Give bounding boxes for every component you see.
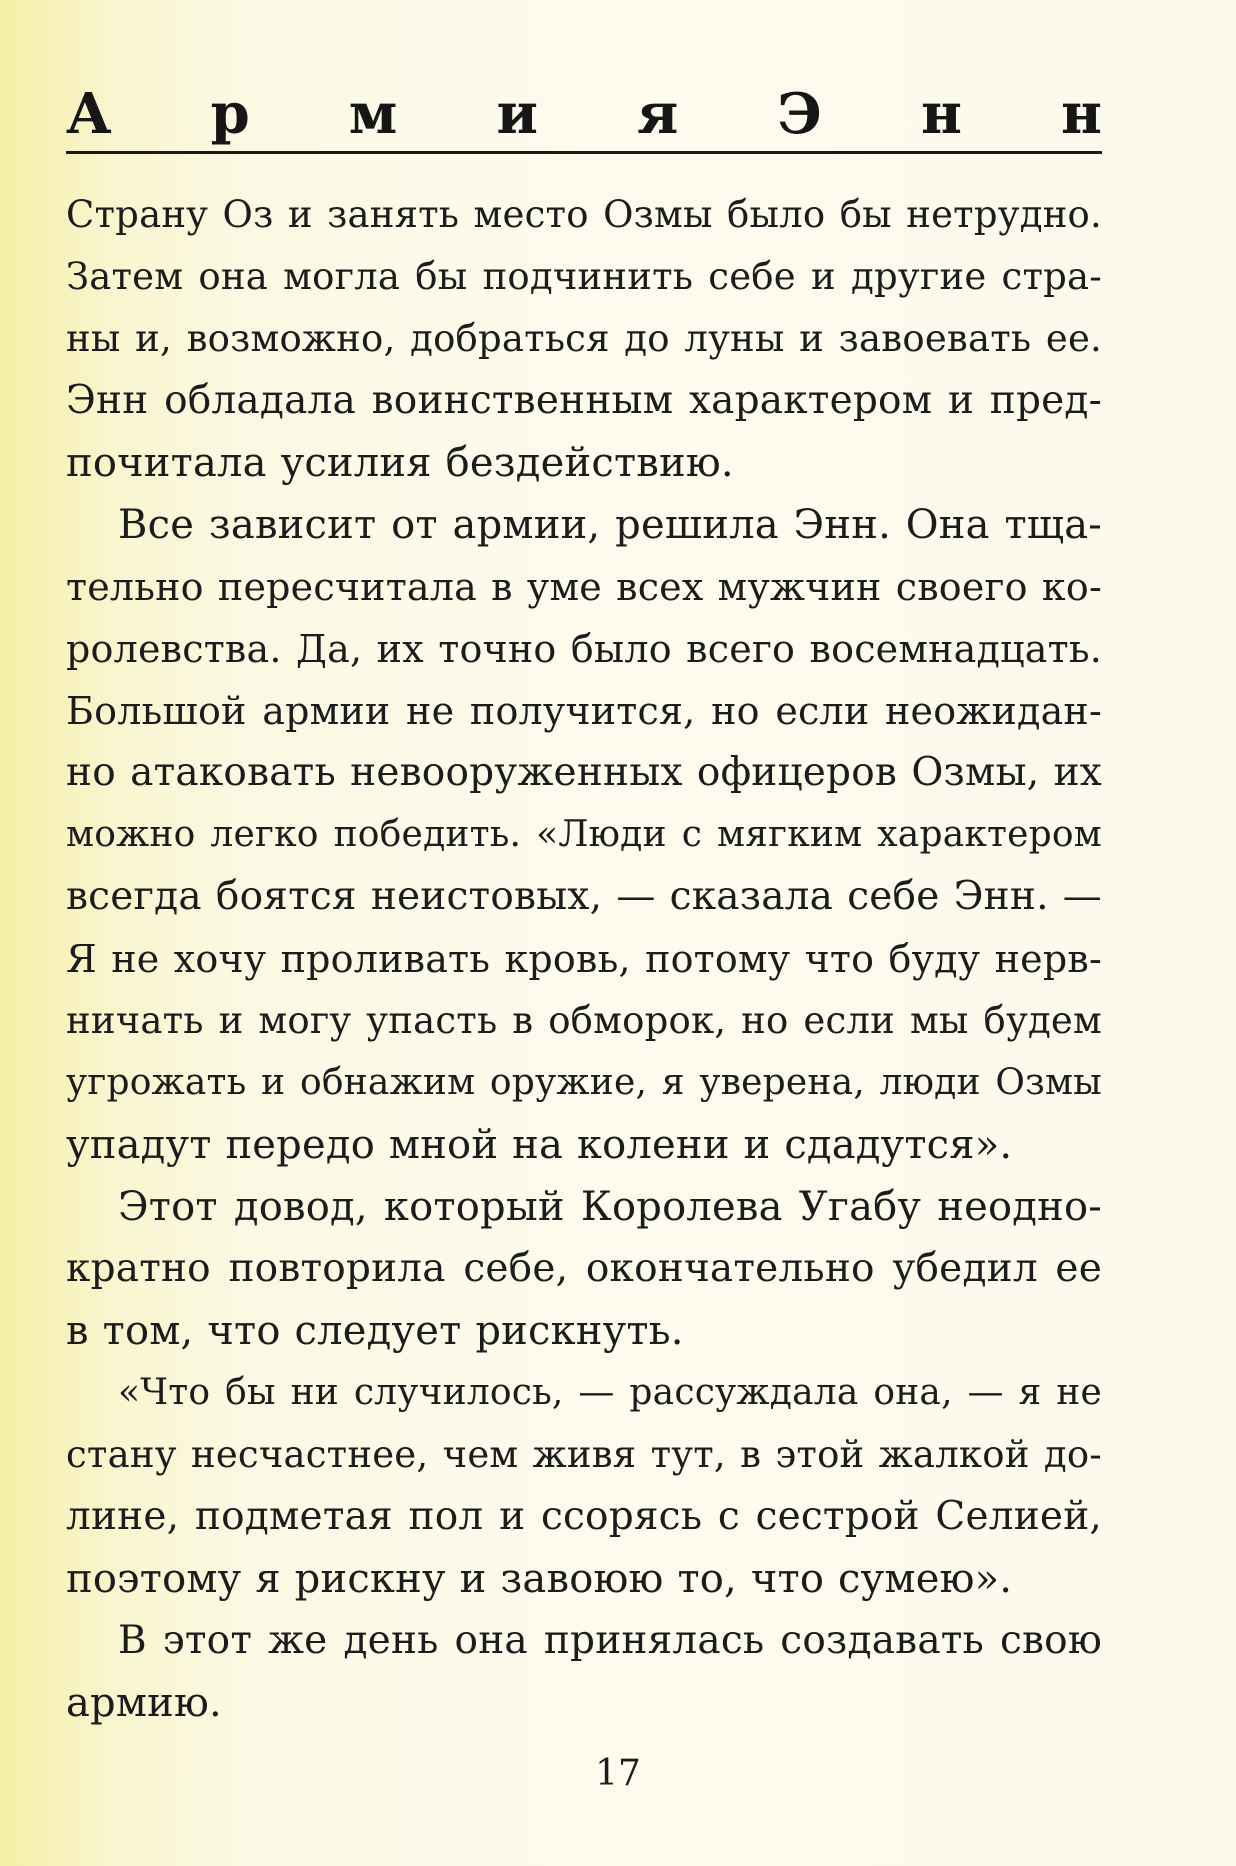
text-line: лине, подметая пол и ссорясь с сестрой Селией, — [66, 1494, 1102, 1539]
text-line: стану несчастнее, чем живя тут, в этой жалкой до- — [66, 1433, 1102, 1476]
text-line: ничать и могу упасть в обморок, но если мы будем — [66, 999, 1102, 1042]
header-letter: н — [1061, 81, 1102, 147]
header-letter: н — [920, 81, 962, 147]
header-letter: р — [210, 81, 250, 147]
header-letter: А — [66, 81, 112, 147]
text-line: ролевства. Да, их точно было всего восемнадцать. — [66, 627, 1102, 671]
text-line: но атаковать невооруженных офицеров Озмы, их — [66, 750, 1102, 795]
text-line: Затем она могла бы подчинить себе и другие стра- — [66, 255, 1102, 298]
text-line: Энн обладала воинственным характером и пред- — [66, 378, 1102, 423]
header-letter: Э — [777, 81, 822, 147]
header-letter: м — [348, 81, 398, 147]
body-text — [66, 184, 1102, 1734]
text-line: можно легко победить. «Люди с мягким характером — [66, 814, 1102, 855]
text-line: Страну Оз и занять место Озмы было бы нетрудно. — [66, 193, 1102, 236]
text-line: поэтому я рискну и завоюю то, что сумею». — [66, 1556, 1013, 1602]
text-line: Большой армии не получится, но если неожидан- — [66, 689, 1102, 733]
text-line: тельно пересчитала в уме всех мужчин своего ко- — [66, 565, 1102, 609]
text-line: армию. — [66, 1680, 222, 1726]
header-letter: и — [496, 81, 539, 147]
text-line: Все зависит от армии, решила Энн. Она тща- — [118, 502, 1102, 548]
header-rule — [66, 151, 1102, 154]
page-number: 17 — [595, 1753, 641, 1794]
text-line: угрожать и обнажим оружие, я уверена, люди Озмы — [66, 1062, 1102, 1103]
text-line: почитала усилия бездействию. — [66, 440, 734, 486]
text-line: Я не хочу проливать кровь, потому что буду нерв- — [66, 937, 1102, 981]
text-line: ны и, возможно, добраться до луны и завоевать ее. — [66, 317, 1102, 360]
text-line: упадут передо мной на колени и сдадутся». — [66, 1122, 1013, 1168]
running-header — [66, 82, 1102, 146]
header-letter: я — [637, 81, 679, 147]
text-line: в том, что следует рискнуть. — [66, 1308, 684, 1354]
text-line: всегда боятся неистовых, — сказала себе Энн. — — [66, 874, 1102, 919]
text-line: «Что бы ни случилось, — рассуждала она, — я не — [118, 1372, 1102, 1413]
text-line: кратно повторила себе, окончательно убедил ее — [66, 1246, 1102, 1291]
text-line: Этот довод, который Королева Угабу неодно- — [118, 1184, 1102, 1230]
text-line: В этот же день она принялась создавать свою — [118, 1618, 1102, 1663]
